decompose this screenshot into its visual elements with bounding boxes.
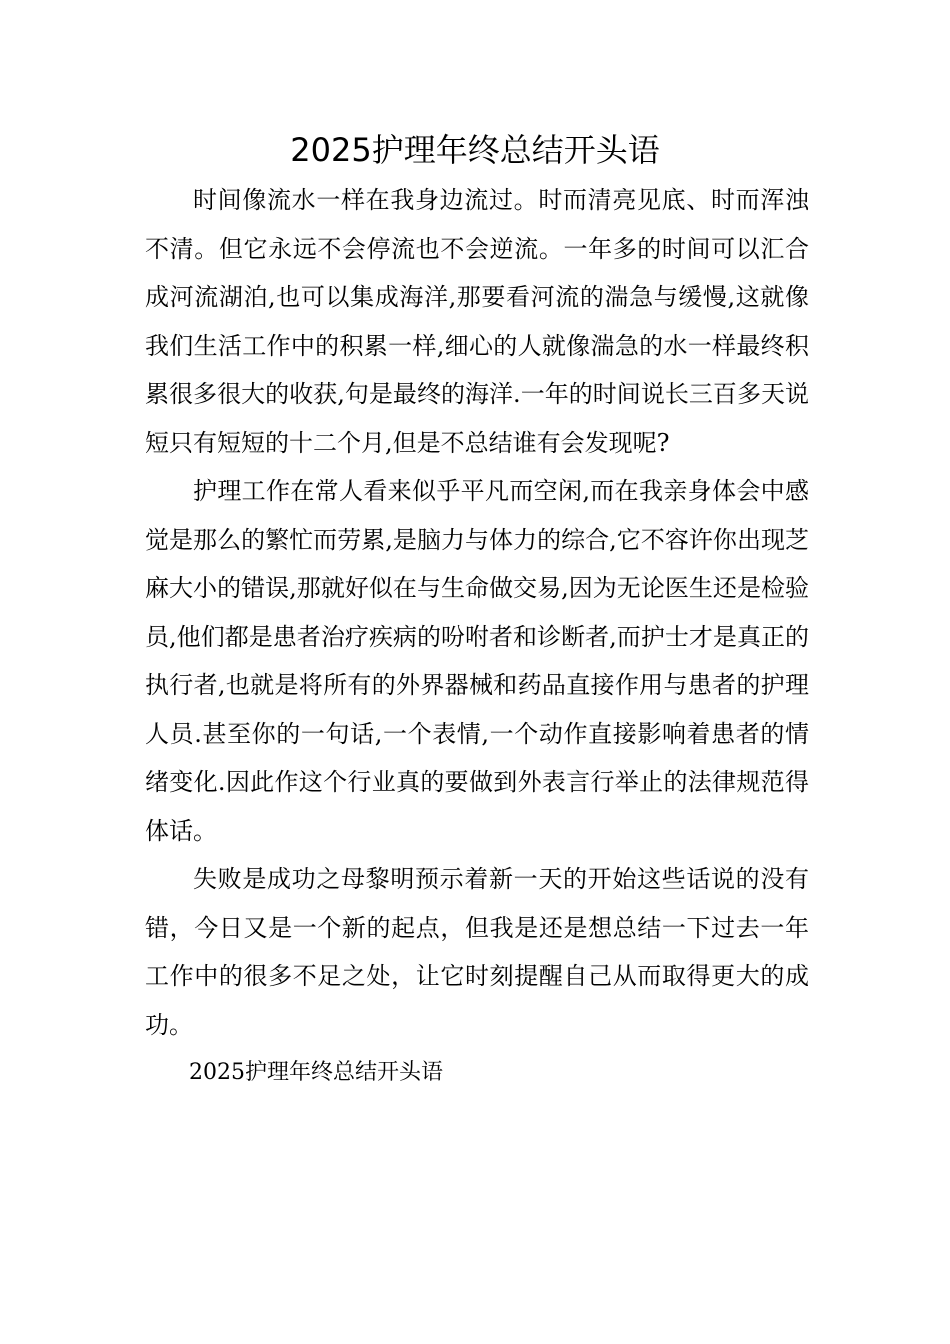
document-body xyxy=(145,176,809,1097)
paragraph-2: 护理工作在常人看来似乎平凡而空闲,而在我亲身体会中感觉是那么的繁忙而劳累,是脑力与体力的综合,它不容许你出现芝麻大小的错误,那就好似在与生命做交易,因为无论医生还是检验员,他们都是患者治疗疾病的吩咐者和诊断者,而护士才是真正的执行者,也就是将所有的外界器械和药品直接作用与患者的护理人员.甚至你的一句话,一个表情,一个动作直接影响着患者的情绪变化.因此作这个行业真的要做到外表言行举止的法律规范得体话。 xyxy=(145,477,809,845)
document-title: 2025护理年终总结开头语 xyxy=(290,131,660,169)
footer-title: 2025护理年终总结开头语 xyxy=(189,1060,443,1085)
paragraph-3: 失败是成功之母黎明预示着新一天的开始这些话说的没有错，今日又是一个新的起点，但我是还是想总结一下过去一年工作中的很多不足之处，让它时刻提醒自己从而取得更大的成功。 xyxy=(145,865,809,1039)
paragraph-1: 时间像流水一样在我身边流过。时而清亮见底、时而浑浊不清。但它永远不会停流也不会逆流。一年多的时间可以汇合成河流湖泊,也可以集成海洋,那要看河流的湍急与缓慢,这就像我们生活工作中的积累一样,细心的人就像湍急的水一样最终积累很多很大的收获,句是最终的海洋.一年的时间说长三百多天说短只有短短的十二个月,但是不总结谁有会发现呢? xyxy=(145,186,809,457)
